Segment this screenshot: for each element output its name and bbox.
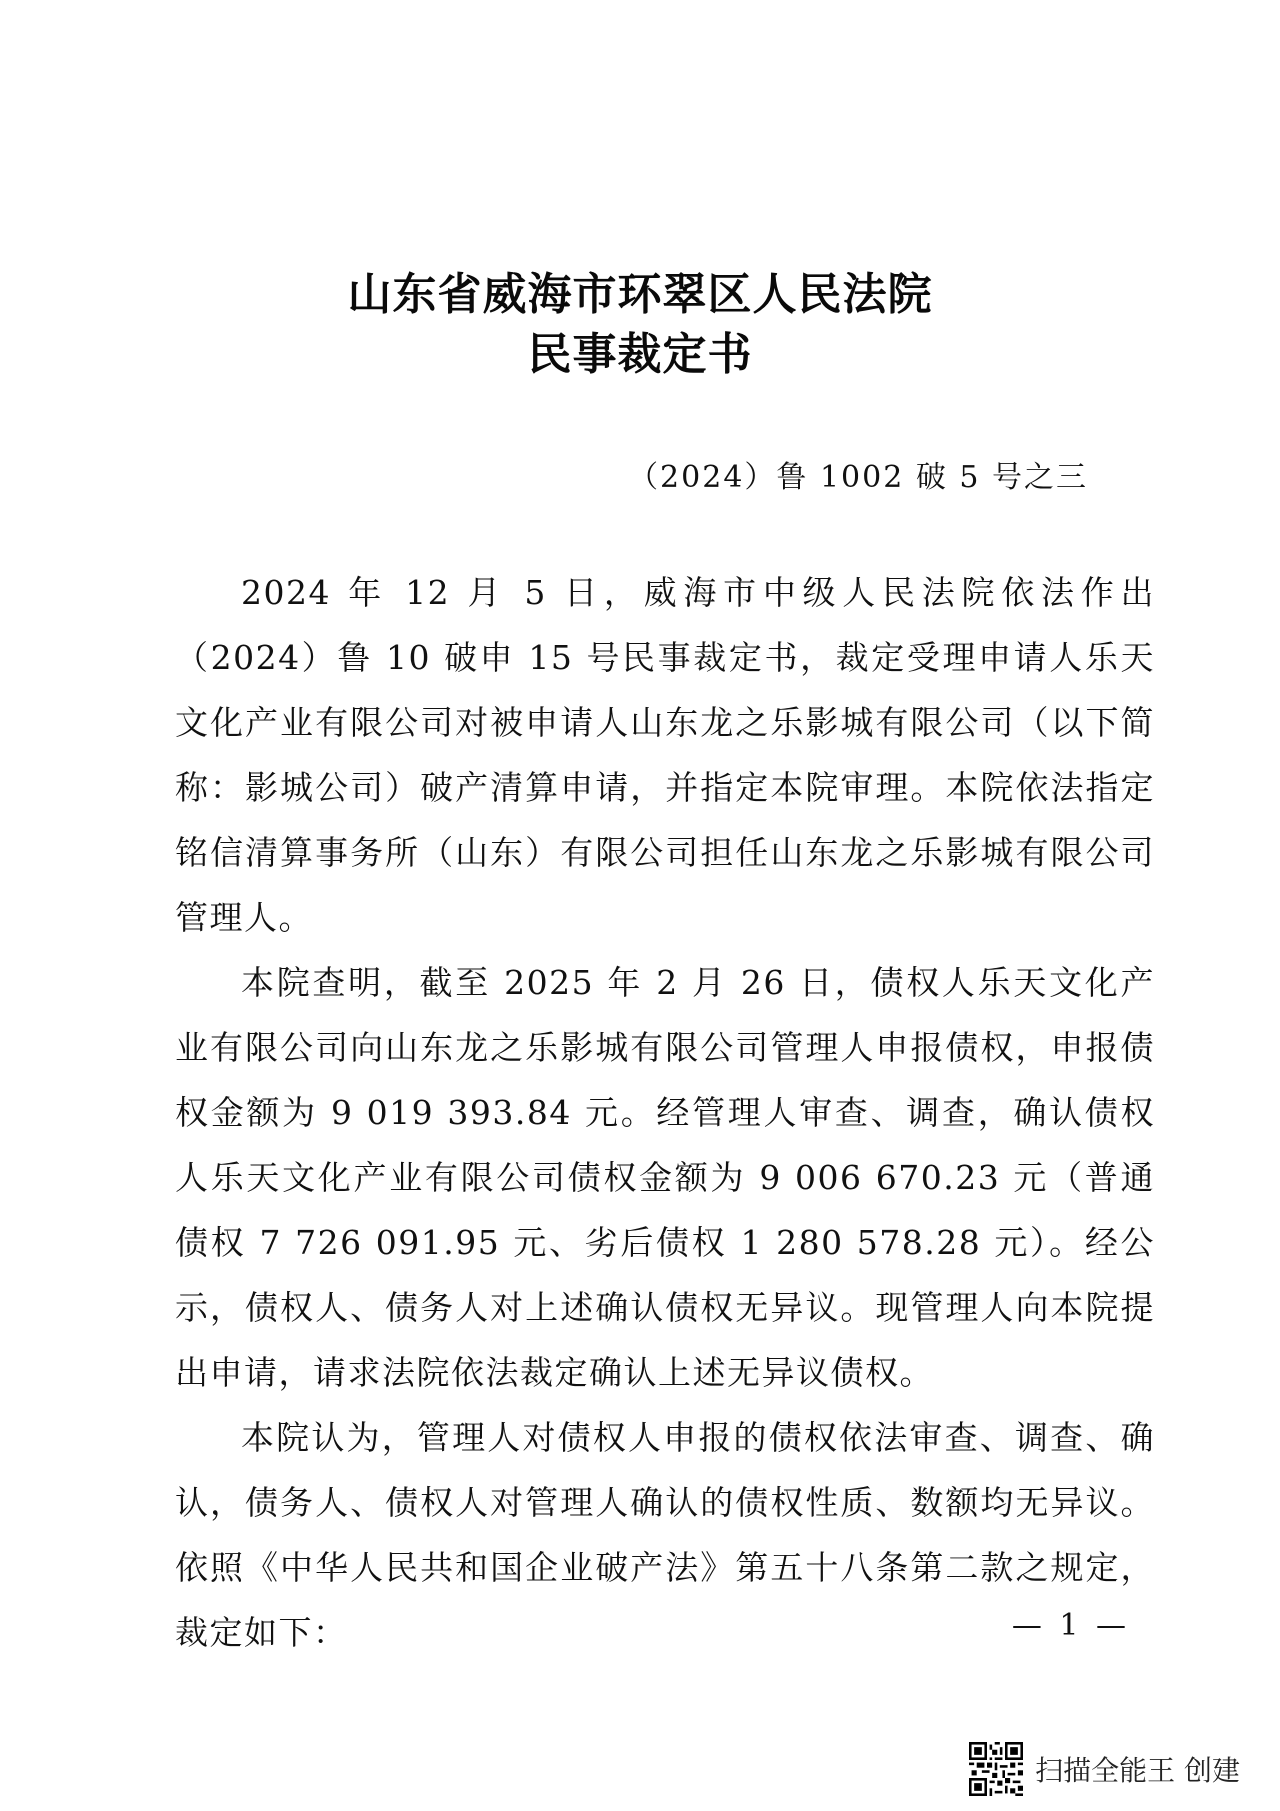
paragraph-background: 2024 年 12 月 5 日，威海市中级人民法院依法作出（2024）鲁 10 破申 15 号民事裁定书，裁定受理申请人乐天文化产业有限公司对被申请人山东龙之乐影城有限公司（以下简称：影城公司）破产清算申请，并指定本院审理。本院依法指定铭信清算事务所（山东）有限公司担任山东龙之乐影城有限公司管理人。	[175, 573, 1155, 937]
case-number: （2024）鲁 1002 破 5 号之三	[628, 460, 1088, 495]
watermark-text: 扫描全能王 创建	[1035, 1754, 1240, 1787]
paragraph-findings: 本院查明，截至 2025 年 2 月 26 日，债权人乐天文化产业有限公司向山东龙之乐影城有限公司管理人申报债权，申报债权金额为 9 019 393.84 元。经管理人审查、调查，确认债权人乐天文化产业有限公司债权金额为 9 006 670.23 元（普通债权 7 726 091.95 元、劣后债权 1 280 578.28 元）。经公示，债权人、债务人对上述确认债权无异议。现管理人向本院提出申请，请求法院依法裁定确认上述无异议债权。	[175, 963, 1155, 1392]
document-body	[175, 560, 1155, 1665]
qr-code-icon	[969, 1742, 1023, 1796]
document-type-title: 民事裁定书	[527, 329, 753, 380]
scanner-watermark	[969, 1742, 1240, 1796]
court-name-title: 山东省威海市环翠区人民法院	[347, 269, 933, 320]
page-number: — 1 —	[1011, 1608, 1130, 1643]
paragraph-ruling-basis: 本院认为，管理人对债权人申报的债权依法审查、调查、确认，债务人、债权人对管理人确认的债权性质、数额均无异议。依照《中华人民共和国企业破产法》第五十八条第二款之规定，裁定如下：	[175, 1418, 1155, 1652]
